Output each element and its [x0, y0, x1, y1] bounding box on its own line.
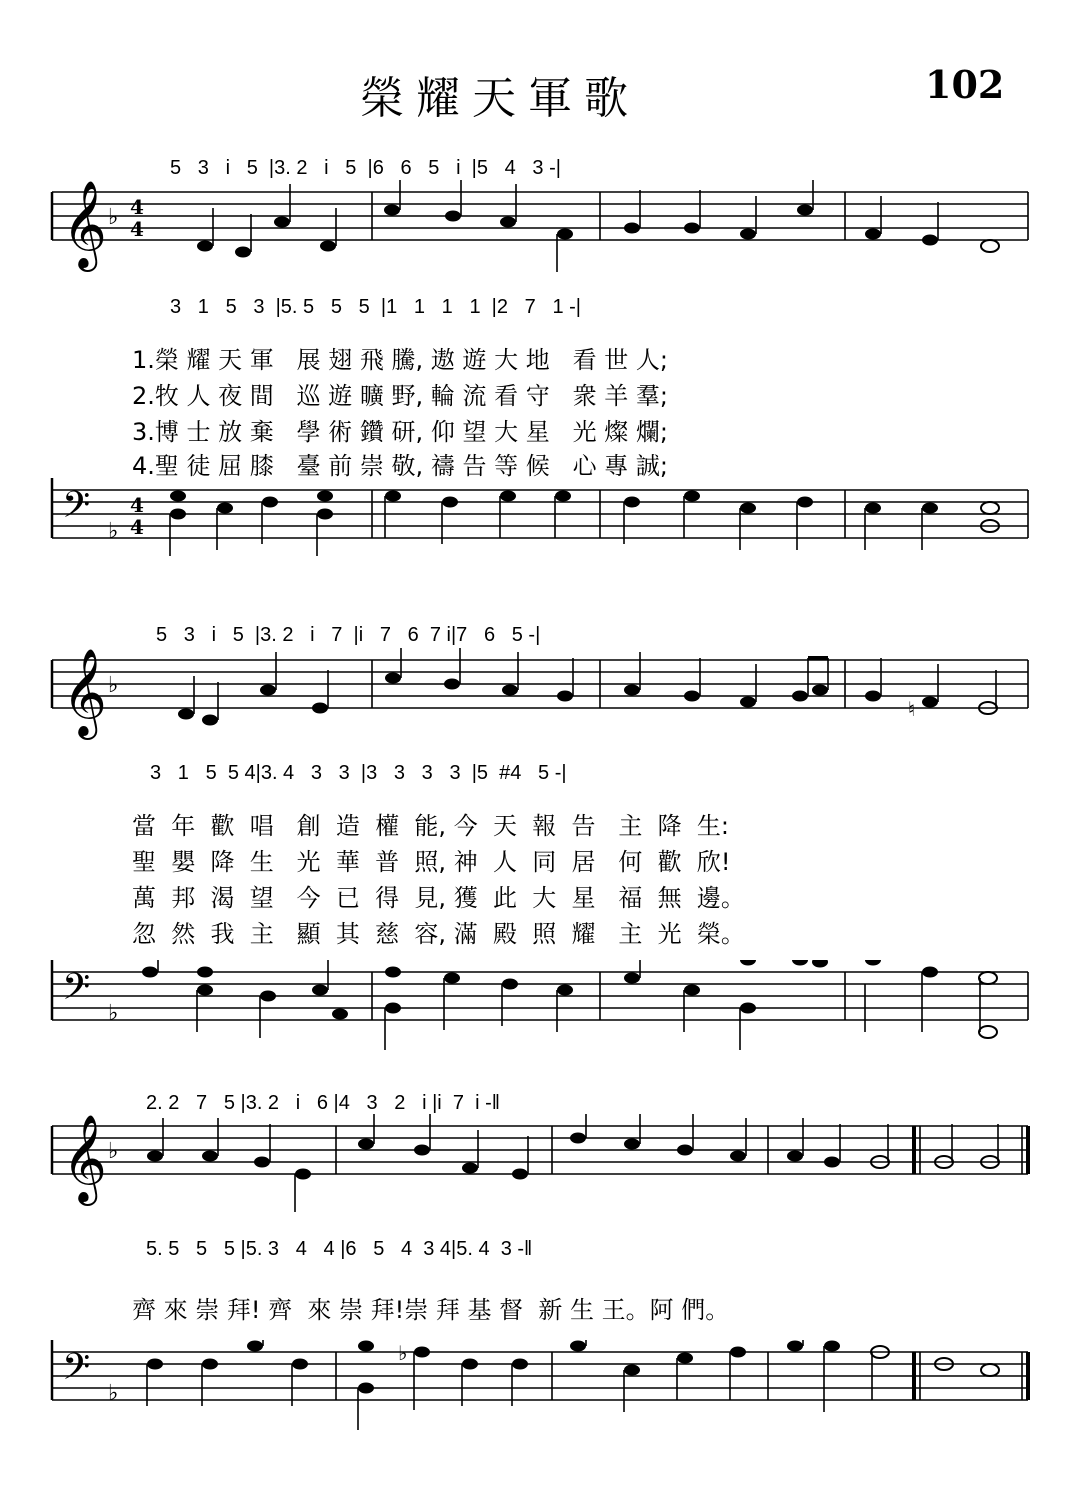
note — [557, 229, 573, 240]
verse-line: 當 年 歡 唱 創 造 權 能, 今 天 報 告 主 降 生: — [132, 812, 729, 840]
treble-clef-icon: 𝄞 — [62, 648, 107, 736]
svg-text:4: 4 — [130, 195, 144, 219]
note — [624, 223, 640, 234]
verse-line: 2.牧 人 夜 間 巡 遊 曠 野, 輪 流 看 守 衆 羊 羣; — [132, 382, 668, 410]
treble-staff — [0, 180, 1071, 290]
bass-staff — [0, 1340, 1071, 1450]
bass-clef-icon: 𝄢 — [62, 966, 91, 1017]
flat-icon: ♭ — [108, 519, 119, 544]
note — [384, 205, 400, 216]
soprano-numbers: 5 3 i 5 |3. 2 i 5 |6 6 5 i |5 4 3 -| — [170, 157, 561, 179]
treble-clef-icon: 𝄞 — [62, 1114, 107, 1202]
bass-clef-icon: 𝄢 — [62, 1346, 91, 1397]
svg-text:4: 4 — [130, 493, 144, 517]
note — [197, 241, 213, 252]
alto-numbers: 5. 5 5 5 |5. 3 4 4 |6 5 4 3 4|5. 4 3 -‖ — [146, 1238, 533, 1260]
verse-line: 3.博 士 放 棄 學 術 鑽 研, 仰 望 大 星 光 燦 爛; — [132, 418, 668, 446]
note — [274, 217, 290, 228]
note — [740, 229, 756, 240]
svg-text:4: 4 — [130, 217, 144, 241]
svg-text:4: 4 — [130, 515, 144, 539]
note — [684, 223, 700, 234]
natural-icon: ♮ — [908, 697, 916, 721]
note — [922, 235, 938, 246]
half-note — [981, 240, 999, 252]
verse-line: 聖 嬰 降 生 光 華 普 照, 神 人 同 居 何 歡 欣! — [132, 848, 731, 876]
verse-line: 1.榮 耀 天 軍 展 翅 飛 騰, 遨 遊 大 地 看 世 人; — [132, 346, 668, 374]
treble-staff — [0, 648, 1071, 758]
soprano-numbers: 5 3 i 5 |3. 2 i 7 |i 7 6 7 i|7 6 5 -| — [156, 624, 541, 646]
note — [445, 211, 461, 222]
alto-numbers: 3 1 5 5 4|3. 4 3 3 |3 3 3 3 |5 #4 5 -| — [150, 762, 567, 784]
bass-staff — [0, 478, 1071, 588]
treble-staff — [0, 1114, 1071, 1224]
flat-icon: ♭ — [398, 1341, 408, 1365]
note — [500, 217, 516, 228]
treble-clef-icon: 𝄞 — [62, 180, 107, 268]
flat-icon: ♭ — [108, 1139, 119, 1164]
bass-clef-icon: 𝄢 — [62, 484, 91, 535]
flat-icon: ♭ — [108, 1001, 119, 1026]
flat-icon: ♭ — [108, 673, 119, 698]
note — [320, 241, 336, 252]
flat-icon: ♭ — [108, 1381, 119, 1406]
note — [235, 247, 251, 258]
hymn-number: 102 — [925, 62, 1005, 107]
verse-line: 萬 邦 渴 望 今 已 得 見, 獲 此 大 星 福 無 邊。 — [132, 884, 745, 912]
hymn-title: 榮耀天軍歌 — [360, 73, 640, 124]
verse-line: 4.聖 徒 屈 膝 臺 前 崇 敬, 禱 告 等 候 心 專 誠; — [132, 452, 668, 480]
alto-numbers: 3 1 5 3 |5. 5 5 5 |1 1 1 1 |2 7 1 -| — [170, 296, 581, 318]
flat-icon: ♭ — [108, 205, 119, 230]
bass-staff — [0, 960, 1071, 1070]
note — [797, 205, 813, 216]
verse-line: 忽 然 我 主 顯 其 慈 容, 滿 殿 照 耀 主 光 榮。 — [132, 920, 745, 948]
soprano-numbers: 2. 2 7 5 |3. 2 i 6 |4 3 2 i |i 7 i -‖ — [146, 1092, 501, 1114]
note — [865, 229, 881, 240]
verse-line: 齊 來 崇 拜! 齊 來 崇 拜!崇 拜 基 督 新 生 王。阿 們。 — [132, 1296, 730, 1324]
